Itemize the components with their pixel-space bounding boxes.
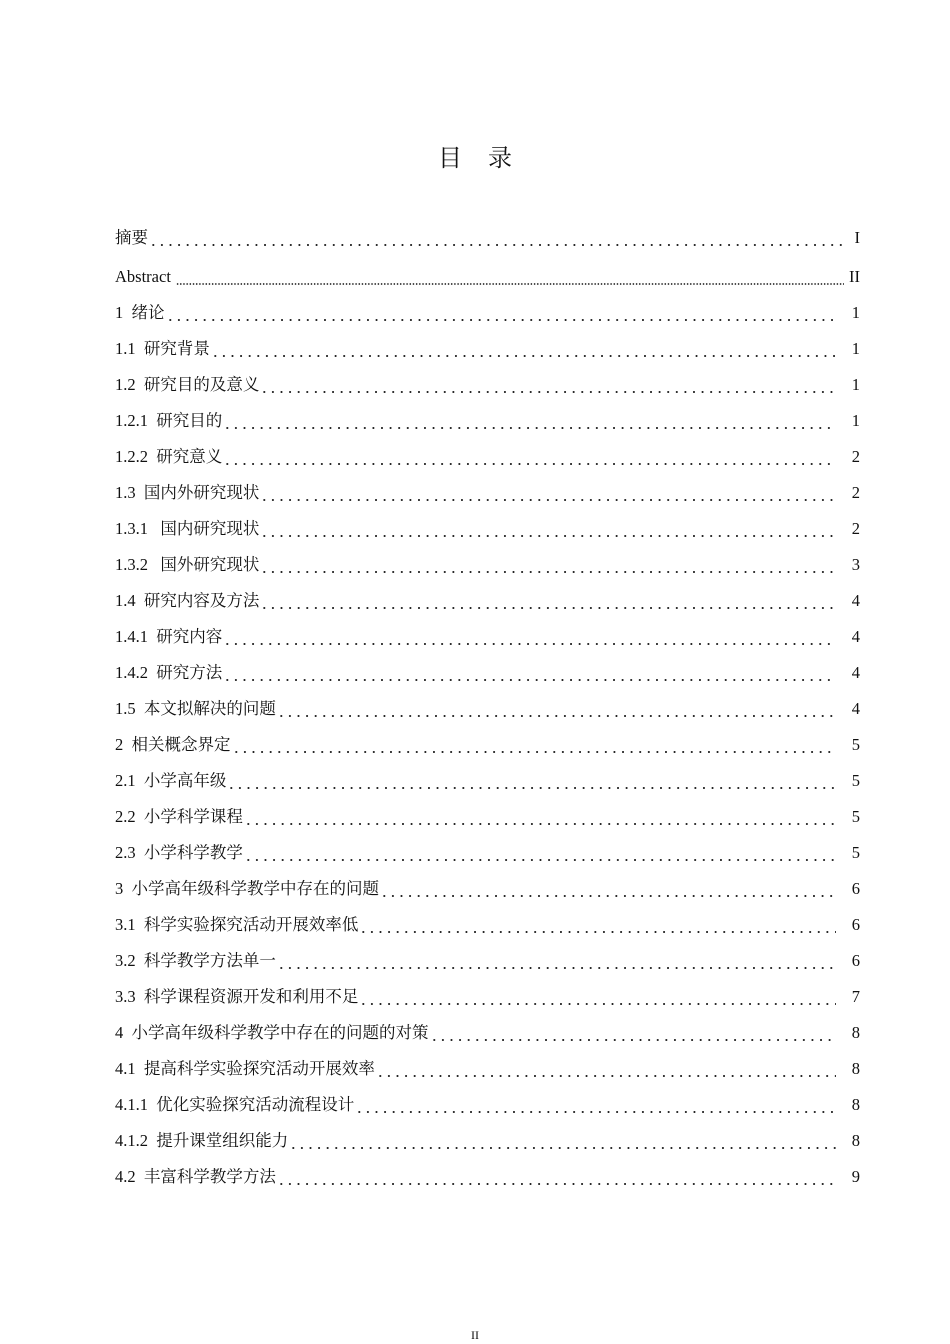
toc-entry-label: 1.2.2 研究意义 <box>115 447 223 466</box>
toc-entry-label: 1.4 研究内容及方法 <box>115 591 260 610</box>
toc-entry[interactable] <box>115 791 860 827</box>
toc-entry-page: 8 <box>851 1059 860 1078</box>
dot-leader <box>223 447 836 467</box>
toc-entry-page: 1 <box>851 303 860 322</box>
toc-entry[interactable] <box>115 1115 860 1151</box>
toc-entry[interactable] <box>115 1151 860 1187</box>
toc-entry[interactable] <box>115 683 860 719</box>
toc-entry-page: 5 <box>851 735 860 754</box>
toc-entry[interactable] <box>115 575 860 611</box>
toc-entry[interactable] <box>115 431 860 467</box>
dot-leader <box>376 1059 836 1079</box>
toc-entry[interactable] <box>115 863 860 899</box>
toc-entry-label: 2.2 小学科学课程 <box>115 807 243 826</box>
dot-leader <box>223 627 836 647</box>
toc-entry[interactable] <box>115 1007 860 1043</box>
toc-entry[interactable] <box>115 971 860 1007</box>
dot-leader <box>223 411 836 431</box>
footer-page-number: II <box>471 1328 479 1342</box>
toc-entry[interactable] <box>115 323 860 359</box>
toc-entry-label: 4.2 丰富科学教学方法 <box>115 1167 276 1186</box>
toc-entry-page: 6 <box>851 951 860 970</box>
toc-entry-label: 1.3.1 国内研究现状 <box>115 519 260 538</box>
toc-entry-page: II <box>849 267 860 286</box>
toc-entry-page: 5 <box>851 843 860 862</box>
dot-leader <box>244 807 836 827</box>
toc-entry[interactable] <box>115 935 860 971</box>
table-of-contents <box>115 212 860 1187</box>
toc-entry-page: 8 <box>851 1095 860 1114</box>
toc-entry-label: 摘要 <box>115 228 148 247</box>
toc-entry[interactable] <box>115 503 860 539</box>
toc-entry-label: 1.2.1 研究目的 <box>115 411 223 430</box>
toc-entry[interactable] <box>115 467 860 503</box>
dot-leader <box>289 1131 836 1151</box>
toc-entry-label: 4.1 提高科学实验探究活动开展效率 <box>115 1059 375 1078</box>
toc-entry-label: Abstract <box>115 267 176 286</box>
toc-entry-page: 2 <box>851 447 860 466</box>
toc-entry[interactable] <box>115 539 860 575</box>
toc-entry-label: 3 小学高年级科学教学中存在的问题 <box>115 879 379 898</box>
toc-entry-page: 7 <box>851 987 860 1006</box>
dot-leader <box>260 555 836 575</box>
toc-entry-label: 3.1 科学实验探究活动开展效率低 <box>115 915 359 934</box>
dot-leader <box>227 771 836 791</box>
toc-entry[interactable] <box>115 359 860 395</box>
toc-entry[interactable] <box>115 719 860 755</box>
toc-entry-page: 2 <box>851 519 860 538</box>
toc-entry-page: 8 <box>851 1131 860 1150</box>
toc-entry-label: 1.4.2 研究方法 <box>115 663 223 682</box>
dot-leader <box>260 519 836 539</box>
toc-entry-page: 5 <box>851 771 860 790</box>
toc-entry-page: 3 <box>851 555 860 574</box>
toc-entry-label: 1.4.1 研究内容 <box>115 627 223 646</box>
toc-entry-page: 4 <box>851 627 860 646</box>
dot-leader <box>355 1095 836 1115</box>
toc-entry-label: 1.5 本文拟解决的问题 <box>115 699 276 718</box>
dot-leader <box>223 663 836 683</box>
toc-entry-label: 1.1 研究背景 <box>115 339 210 358</box>
dot-leader <box>260 375 836 395</box>
page-title: 目录 <box>438 144 538 173</box>
dot-leader <box>166 303 837 323</box>
toc-entry-page: 2 <box>851 483 860 502</box>
toc-entry-page: 4 <box>851 591 860 610</box>
toc-entry-label: 4 小学高年级科学教学中存在的问题的对策 <box>115 1023 429 1042</box>
toc-entry-page: 4 <box>851 663 860 682</box>
toc-entry-label: 2.3 小学科学教学 <box>115 843 243 862</box>
toc-entry-label: 3.2 科学教学方法单一 <box>115 951 276 970</box>
toc-entry-page: 1 <box>851 375 860 394</box>
toc-entry-page: 9 <box>851 1167 860 1186</box>
toc-entry-page: 6 <box>851 879 860 898</box>
toc-entry-page: 1 <box>851 411 860 430</box>
toc-entry-label: 4.1.2 提升课堂组织能力 <box>115 1131 289 1150</box>
toc-entry-page: 1 <box>851 339 860 358</box>
toc-entry[interactable] <box>115 395 860 431</box>
toc-entry[interactable] <box>115 827 860 863</box>
dot-leader <box>211 339 836 359</box>
dot-leader <box>149 228 844 248</box>
toc-entry-label: 1.3 国内外研究现状 <box>115 483 260 502</box>
toc-entry[interactable] <box>115 248 860 287</box>
dot-leader <box>176 267 844 287</box>
toc-entry-page: I <box>854 228 860 247</box>
dot-leader <box>277 951 836 971</box>
dot-leader <box>359 987 836 1007</box>
dot-leader <box>244 843 836 863</box>
dot-leader <box>359 915 836 935</box>
toc-entry[interactable] <box>115 1043 860 1079</box>
toc-entry-label: 2 相关概念界定 <box>115 735 231 754</box>
toc-entry[interactable] <box>115 212 860 248</box>
toc-entry-label: 1 绪论 <box>115 303 165 322</box>
dot-leader <box>430 1023 837 1043</box>
toc-entry-page: 6 <box>851 915 860 934</box>
toc-entry[interactable] <box>115 647 860 683</box>
dot-leader <box>380 879 836 899</box>
toc-entry[interactable] <box>115 1079 860 1115</box>
dot-leader <box>260 483 836 503</box>
toc-entry-page: 5 <box>851 807 860 826</box>
toc-entry-page: 4 <box>851 699 860 718</box>
dot-leader <box>232 735 837 755</box>
toc-entry-label: 2.1 小学高年级 <box>115 771 227 790</box>
toc-entry-page: 8 <box>851 1023 860 1042</box>
toc-entry[interactable] <box>115 899 860 935</box>
toc-entry[interactable] <box>115 755 860 791</box>
toc-entry-label: 1.2 研究目的及意义 <box>115 375 260 394</box>
dot-leader <box>277 1167 836 1187</box>
toc-entry[interactable] <box>115 287 860 323</box>
toc-entry[interactable] <box>115 611 860 647</box>
toc-entry-label: 4.1.1 优化实验探究活动流程设计 <box>115 1095 355 1114</box>
toc-entry-label: 3.3 科学课程资源开发和利用不足 <box>115 987 359 1006</box>
dot-leader <box>260 591 836 611</box>
toc-entry-label: 1.3.2 国外研究现状 <box>115 555 260 574</box>
dot-leader <box>277 699 836 719</box>
